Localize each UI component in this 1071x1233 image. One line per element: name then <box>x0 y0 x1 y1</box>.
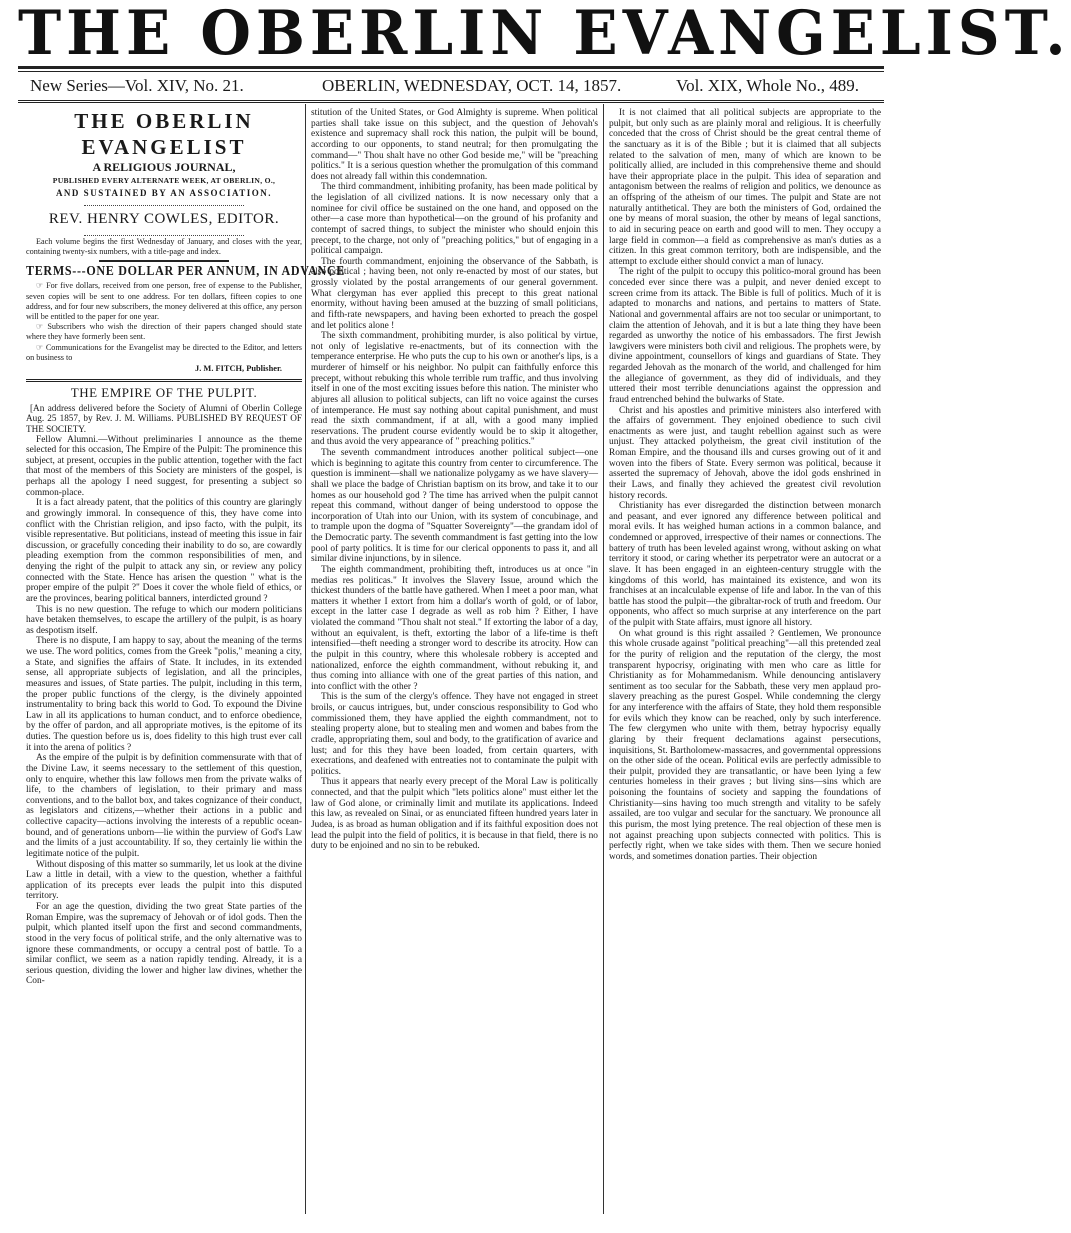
paragraph: The fourth commandment, enjoining the observance of the Sabbath, is also political ; having been, not only re-enacted by most of our states, but grossly violated by the postal arrangements of our general government. What clergyman has ever applied this precept to this great national enormity, without having been amused at the buzzing of small politicians, and fifth-rate newspapers, and having been exhorted to preach the gospel and let politics alone ! <box>311 256 598 331</box>
terms-line: TERMS---ONE DOLLAR PER ANNUM, IN ADVANCE <box>26 264 345 280</box>
paragraph: As the empire of the pulpit is by definition commensurate with that of the Divine Law, it seems necessary to the settlement of this question, only to enquire, whether this law follows men from the private walks of life, to the chambers of legislation, to their primary and mass conventions, and to the ballot box, and takes cognizance of their conduct, as legislators and citizens,—whether their actions in a public and collective capacity—actions involving the interests of a republic ocean-bound, and of generations unborn—lie within the purview of God's Law and the limits of a just accountability. If so, they certainly lie within the legitimate notice of the pulpit. <box>26 753 302 859</box>
column-divider <box>603 104 604 1214</box>
dateline <box>30 74 870 98</box>
publication-info-box <box>26 108 345 382</box>
ornament-divider <box>84 200 244 206</box>
journal-subtitle: A RELIGIOUS JOURNAL, <box>92 160 236 174</box>
volume-note: Each volume begins the first Wednesday of January, and closes with the year, containing twenty-six numbers, with a title-page and index. <box>26 237 302 257</box>
terms-note: ☞ Subscribers who wish the direction of their papers changed should state where they have formerly been sent. <box>26 322 302 342</box>
paragraph: The seventh commandment introduces another political subject—one which is beginning to agitate this country from center to circumference. The question is imminent—shall we nationalize polygamy as we have slavery—shall we place the badge of Christian baptism on its brow, and take it to our homes as our household god ? The time has arrived when the pulpit cannot repeat this command, without danger of being understood to oppose the incorporation of Utah into our Union, with its system of concubinage, and to trample upon the dogma of "Squatter Sovereignty"—the grandam idol of the Democratic party. The seventh commandment is fast getting into the low pool of party politics. It is time for our clerical opponents to pass it, and all similar divine injunctions, by in silence. <box>311 448 598 565</box>
column-3 <box>609 108 881 862</box>
column-2 <box>311 108 598 852</box>
terms-note: ☞ Communications for the Evangelist may be directed to the Editor, and letters on business to <box>26 342 302 362</box>
publisher-name: J. M. FITCH, Publisher. <box>195 364 282 374</box>
paragraph: The sixth commandment, prohibiting murder, is also political by virtue, not only of legislative re-enactments, but of its connection with the temperance enterprise. He who puts the cup to his own or another's lips, is a murderer of himself or his neighbor. No pulpit can faithfully enforce this precept, without rebuking this whole terrible rum traffic, and thus involving itself in one of the most exciting issues before this nation. The minister who abjures all allusion to political subjects, can lift no voice against the curses of intemperance. He must say nothing about capital punishment, and must read the sixth commandment, if at all, with a good many implied reservations. The prudent course evidently would be to skip it altogether, and thus avoid the very appearance of " preaching politics." <box>311 331 598 448</box>
ornament-divider <box>99 258 229 262</box>
paragraph: This is the sum of the clergy's offence. They have not engaged in street broils, or caucus intrigues, but, under conscious responsibility to God who commissioned them, they have applied the eighth commandment, not to stealing property alone, but to stealing men and women and babes from the cradle, appropriating them, soul and body, to the gratification of avarice and lust; and for this they have been loaded, from certain quarters, with execrations, and deafened with entreaties not to contaminate the pulpit with politics. <box>311 692 598 777</box>
terms-note: ☞ For five dollars, received from one person, free of expense to the Publisher, seven copies will be sent to one address. For ten dollars, fifteen copies to one address, and for four new subscribers, the money delivered at this office, any person will be entitled to the paper for one year. <box>26 281 302 322</box>
editor-line: REV. HENRY COWLES, EDITOR. <box>48 211 280 227</box>
paragraph: The eighth commandment, prohibiting theft, introduces us at once "in medias res politicas." It involves the Slavery Issue, around which the thickest thunders of the battle have gathered. When I meet a poor man, what matters it whether I extort from him a dollar's worth of gold, or of labor, except in the latter case I degrade as well as rob him ? Either, I have violated the command "Thou shalt not steal." If extorting the labor of a day, without an equivalent, is theft, extorting the labor of a life-time is theft intensified—theft needing a stronger word to describe its atrocity. How can the pulpit in this country, where this wholesale robbery is accepted and nationalized, enforce the eighth commandment, without rebuking it, and thus coming into alliance with one of the great parties of this nation, and into conflict with the other ? <box>311 564 598 692</box>
paragraph: Without disposing of this matter so summarily, let us look at the divine Law a little in detail, with a view to the question, whether a faithful application of its precepts ever leads the pulpit into this disputed territory. <box>26 859 302 902</box>
paragraph: For an age the question, dividing the two great State parties of the Roman Empire, was the supremacy of Jehovah or of idol gods. Then the pulpit, which planted itself upon the first and second commandments, stood in the very focus of political strife, and the only alternative was to ignore these commandments, or occupy a central post of battle. To a similar conflict, we seem as a nation rapidly tending. Already, it is a serious question, dividing the lower and higher law divines, whether the Con- <box>26 902 302 987</box>
paragraph: There is no dispute, I am happy to say, about the meaning of the terms we use. The word politics, comes from the Greek "polis," meaning a city, a State, and signifies the affairs of State. It includes, in its extended sense, all appropriate subjects of legislation, and all the principles, measures and issues, of State parties. The pulpit, including in this term, the proper public functions of the clergy, is the divinely appointed instrumentality to bring back this world to God. To expound the Divine Law in all its applications to human conduct, and to enforce obedience, by the offer of pardon, and all appropriate motives, is the epitome of its duties. The question before us is, does fidelity to this high trust ever call it into the arena of politics ? <box>26 636 302 753</box>
paragraph: It is a fact already patent, that the politics of this country are glaringly and growingly immoral. In consequence of this, they have come into conflict with the Christian religion, and ipso facto, with the pulpit, its visible representative. But politicians, instead of meeting this issue in fair discussion, or gracefully conceding their inability to do so, are cowardly pleading exemption from the common responsibilities of men, and denying the right of the pulpit to attack any sin, or review any policy connected with the State. Hence has arisen the question " what is the proper empire of the pulpit ?" Does it cover the whole field of ethics, or are the provinces, bearing political banners, interdicted ground ? <box>26 498 302 604</box>
dateline-rule <box>18 100 884 103</box>
article-title: THE EMPIRE OF THE PULPIT. <box>70 385 258 401</box>
journal-title: THE OBERLIN EVANGELIST <box>74 109 254 159</box>
paragraph: Thus it appears that nearly every precept of the Moral Law is politically connected, and that the pulpit which "lets politics alone" must either let the law of God alone, or criminally limit and mutilate its applications. Indeed this law, as revealed on Sinai, or as enunciated fifteen hundred years later in Judea, is as broad as human obligation and if its faithful exposition does not lead the pulpit into the field of politics, it is because in that field, there is no duty to be enjoined and no sin to be rebuked. <box>311 777 598 852</box>
volume-number: Vol. XIX, Whole No., 489. <box>676 76 860 95</box>
masthead <box>18 0 1071 69</box>
ornament-divider <box>84 230 244 236</box>
paragraph: The third commandment, inhibiting profanity, has been made political by the legislation of all civilized nations. It is now necessary only that a nominee for civil office be sustained on the one hand, and opposed on the other—a case more than hypothetical—on the ground of his profanity and contempt of sacred things, to subject the minister who should enjoin this precept, to the charge, not only of "preaching politics," but of engaging in a political campaign. <box>311 182 598 257</box>
paragraph: It is not claimed that all political subjects are appropriate to the pulpit, but only such as are plainly moral and religious. It is cheerfully conceded that the cross of Christ should be the great central theme of the sanctuary as it is of the Bible ; but it is claimed that all subjects related to the salvation of men, many of which are known to be politically allied, are included in this comprehensive theme and should have their appropriate place in the pulpit. This idea of separation and antagonism between the realms of religion and politics, we denounce as an offspring of the atheism of our times. The pulpit and State are not naturally antithetical. They are both the ministers of God, ordained the one by means of moral suasion, the other by means of legal sanctions, to aid in securing peace on earth and good will to men. They occupy a large field in common—a field as comprehensive as man's duties as a citizen. In this great common territory, both are indispensible, and the attempt to exclude either should convict a man of lunacy. <box>609 108 881 267</box>
article-intro: [An address delivered before the Society of Alumni of Oberlin College Aug. 25 1857, by Rev. J. M. Williams. PUBLISHED BY REQUEST OF THE SOCIETY. <box>26 402 302 434</box>
paragraph: The right of the pulpit to occupy this politico-moral ground has been conceded ever since there was a pulpit, and never denied except to screen crime from its attack. The Bible is full of politics. Much of it is adapted to monarchs and nations, and pertains to matters of State. National and governmental affairs are not too secular or unimportant, to claim the attention of Jehovah, and it is but a late thing they have been regarded as unworthy the notice of his embassadors. The first Jewish lawgivers were ministers both civil and religious. The prophets were, by divine appointment, counsellors of kings and guardians of State. They regarded Jehovah as the monarch of the world, and challenged for him the allegiance of government, as they did of individuals, and they uttered their most terrible denunciations against the oppression and fraud entrenched behind the bulwarks of State. <box>609 267 881 405</box>
sustained-line: AND SUSTAINED BY AN ASSOCIATION. <box>55 188 273 198</box>
paragraph: Fellow Alumni.—Without preliminaries I announce as the theme selected for this occasion, The Empire of the Pulpit: The prominence this subject, at present, occupies in the public attention, together with the fact that most of the members of this Society are ministers of the gospel, is perhaps all the apology I need suggest, for presenting a subject so common-place. <box>26 434 302 498</box>
paragraph: On what ground is this right assailed ? Gentlemen, We pronounce this whole crusade against "political preaching"—all this pretended zeal for the purity of religion and the reputation of the clergy, the most transparent hypocrisy, originating with men who care as little for Christianity as for Mohammedanism. While denouncing antislavery sentiment as too secular for the Sabbath, these very men applaud pro-slavery preaching as the purest Gospel. While condemning the clergy for any interference with the affairs of State, they hold them responsible for evils which they know can be reached, only by such interference. The few clergymen who unite with them, betray hypocrisy equally glaring by their frequent declamations against persecutions, inquisitions, St. Bartholomew-massacres, and governmental oppressions on the other side of the ocean. Political evils are perfectly admissible to their pulpit, provided they are transatlantic, or have been lying a few centuries homeless in their graves ; but living sins—sins which are poisoning the fountains of society and sapping the foundations of Christianity—sins having too much strength and vitality to be safely assailed, are too vulgar and secular for the sanctuary. We pronounce all this purism, the most lying pretence. The real objection of these men is not against preaching upon subjects connected with politics. This is perfectly right, when we take sides with them. Then we secure honied words, and sometimes donation parties. Their objection <box>609 628 881 862</box>
paragraph: This is no new question. The refuge to which our modern politicians have betaken themselves, to escape the artillery of the pulpit, is as hoary as despotism itself. <box>26 604 302 636</box>
masthead-title: THE OBERLIN EVANGELIST. <box>18 0 1071 69</box>
masthead-rule <box>18 66 884 72</box>
published-line: PUBLISHED EVERY ALTERNATE WEEK, AT OBERLIN, O., <box>52 176 276 185</box>
column-1 <box>26 108 345 987</box>
place-date: OBERLIN, WEDNESDAY, OCT. 14, 1857. <box>322 76 622 95</box>
paragraph: Christ and his apostles and primitive ministers also interfered with the affairs of government. They enjoined obedience to such civil enactments as were just, and taught rebellion against such as were unjust. They attacked polytheism, the great civil institution of the Roman Empire, and the thousand ills and curses growing out of it and woven into the fibers of State. Every sermon was political, because it asserted the supremacy of Jehovah, above the idol gods enshrined in their Laws, and finally they achieved the greatest civil revolution history records. <box>609 405 881 501</box>
paragraph: stitution of the United States, or God Almighty is supreme. When political parties shall take issue on this subject, and the question of Jehovah's existence and supremacy shall rock this nation, the pulpit will be bound, according to our opponents, to stand neutral; for then promulgating the command—" Thou shalt have no other God beside me," will be "preaching politics." It is a serious question whether the promulgation of this command does not already fall within this condemnation. <box>311 108 598 182</box>
paragraph: Christianity has ever disregarded the distinction between monarch and peasant, and ever ignored any difference between political and moral evils. It has weighed human actions in a common balance, and condemned or approved, irrespective of their names or connections. The battery of truth has been leveled against wrong, without asking on what territory it stood, or caring whether its perpetrator were an autocrat or a slave. It has been engaged in an eighteen-century struggle with the kingdoms of this world, has maintained its existence, and won its franchises at an incalculable expense of life and labor. In the van of this battle has stood the pulpit—the gibraltar-rock of truth and freedom. Our opponents, who affect so much surprise at any interference on the part of the pulpit with State affairs, must ignore all history. <box>609 501 881 628</box>
series-number: New Series—Vol. XIV, No. 21. <box>30 76 244 95</box>
